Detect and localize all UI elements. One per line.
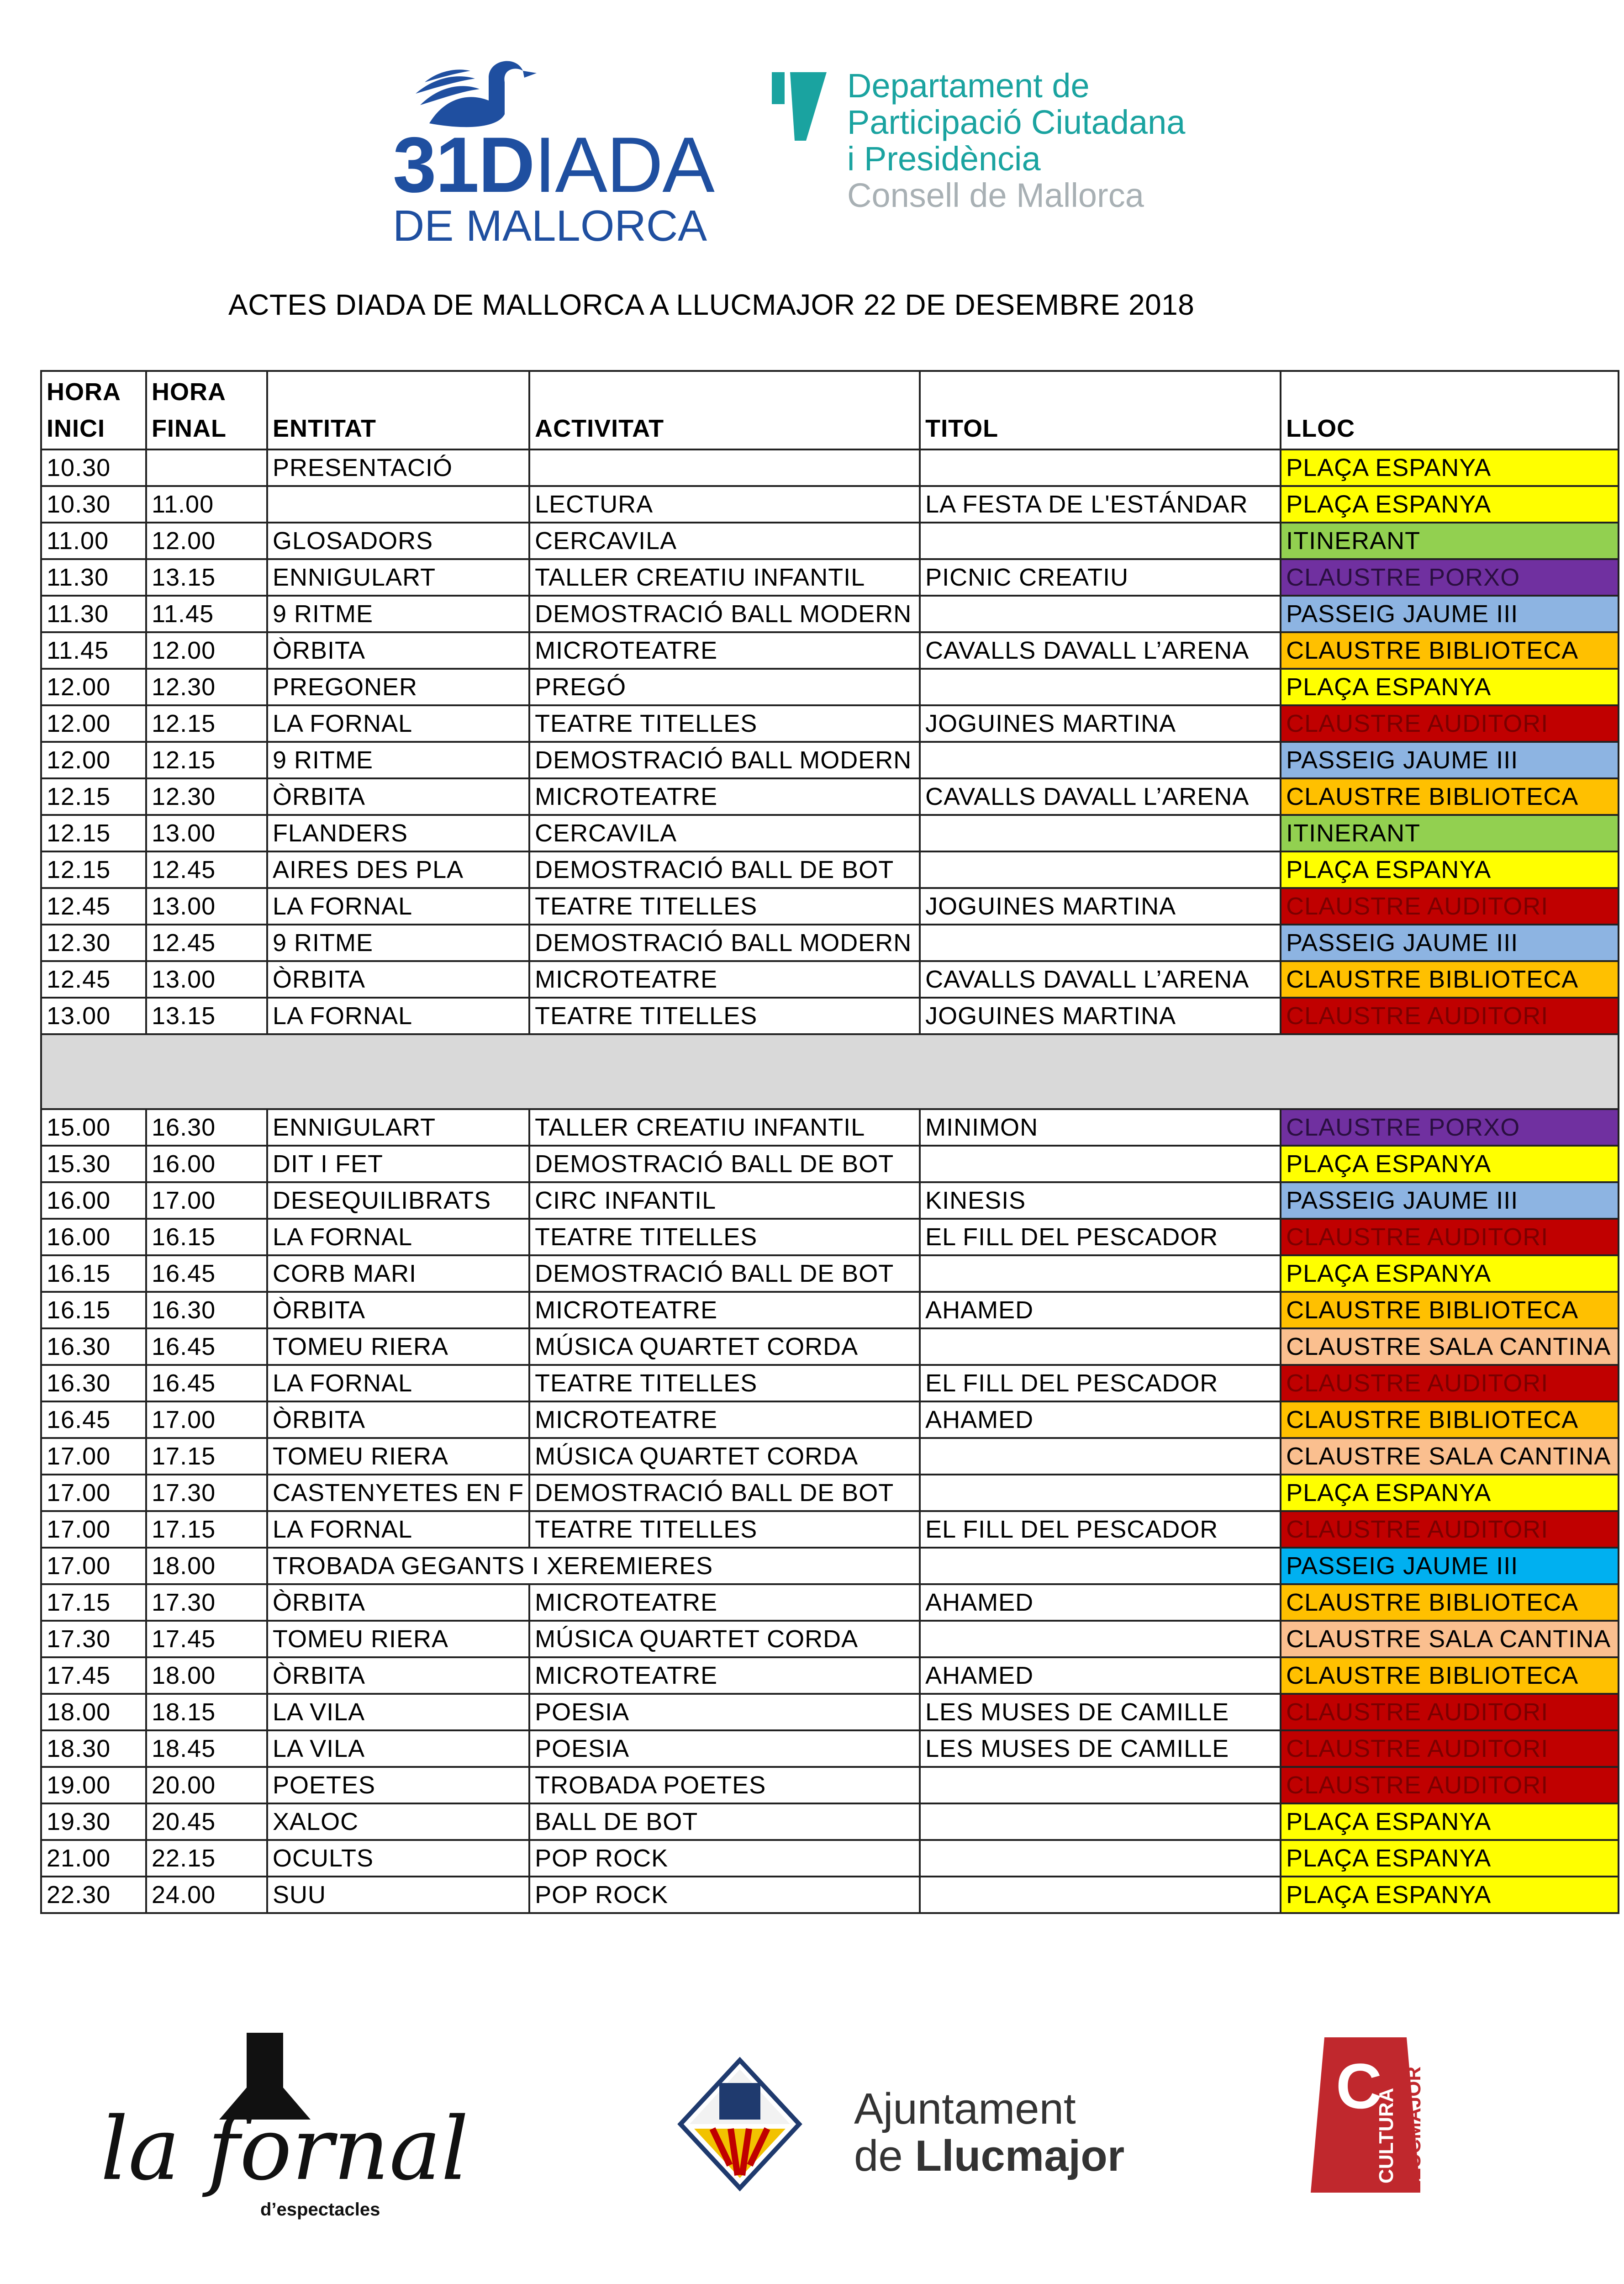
cell-hora-inici: 17.15 xyxy=(41,1584,146,1621)
cell-lloc: PLAÇA ESPANYA xyxy=(1281,449,1619,486)
cell-activitat: POESIA xyxy=(529,1694,920,1730)
cell-activitat: DEMOSTRACIÓ BALL DE BOT xyxy=(529,1255,920,1292)
cell-hora-final: 17.15 xyxy=(146,1511,267,1548)
cell-hora-inici: 12.45 xyxy=(41,888,146,925)
cell-hora-final: 13.00 xyxy=(146,815,267,851)
cultura-letter: C xyxy=(1336,2050,1382,2122)
table-row xyxy=(41,1511,1619,1548)
cell-entitat: PRESENTACIÓ xyxy=(267,449,529,486)
cell-hora-inici: 17.00 xyxy=(41,1438,146,1475)
cell-lloc: CLAUSTRE BIBLIOTECA xyxy=(1281,1657,1619,1694)
cell-titol: PICNIC CREATIU xyxy=(920,559,1281,596)
cell-entitat: DIT I FET xyxy=(267,1146,529,1182)
cell-activitat: POESIA xyxy=(529,1730,920,1767)
cell-hora-inici: 18.30 xyxy=(41,1730,146,1767)
table-row xyxy=(41,705,1619,742)
table-row xyxy=(41,486,1619,523)
table-row xyxy=(41,778,1619,815)
cell-entitat: TOMEU RIERA xyxy=(267,1621,529,1657)
cell-lloc: PLAÇA ESPANYA xyxy=(1281,1877,1619,1913)
table-row xyxy=(41,998,1619,1034)
cell-entitat: ÒRBITA xyxy=(267,1401,529,1438)
cell-hora-inici: 11.30 xyxy=(41,596,146,632)
cell-lloc: PASSEIG JAUME III xyxy=(1281,596,1619,632)
dept-line-3: i Presidència xyxy=(847,140,1041,178)
ajuntament-line-1: Ajuntament xyxy=(854,2084,1076,2133)
cell-hora-inici: 16.15 xyxy=(41,1292,146,1328)
cell-entitat: LA FORNAL xyxy=(267,1511,529,1548)
cell-lloc: PLAÇA ESPANYA xyxy=(1281,851,1619,888)
cell-hora-final: 13.00 xyxy=(146,888,267,925)
cell-titol xyxy=(920,669,1281,705)
cell-entitat: LA FORNAL xyxy=(267,1219,529,1255)
cell-entitat: ÒRBITA xyxy=(267,1292,529,1328)
cell-activitat: TALLER CREATIU INFANTIL xyxy=(529,1109,920,1146)
cell-titol: LA FESTA DE L'ESTÁNDAR xyxy=(920,486,1281,523)
cell-titol xyxy=(920,1475,1281,1511)
cell-hora-final: 12.15 xyxy=(146,705,267,742)
cell-hora-final: 12.45 xyxy=(146,851,267,888)
cell-hora-final: 17.45 xyxy=(146,1621,267,1657)
cell-activitat: DEMOSTRACIÓ BALL MODERN xyxy=(529,596,920,632)
lunch-break-cell xyxy=(41,1034,1619,1109)
cell-hora-inici: 10.30 xyxy=(41,486,146,523)
cell-activitat: TEATRE TITELLES xyxy=(529,998,920,1034)
cell-titol: CAVALLS DAVALL L’ARENA xyxy=(920,961,1281,998)
cell-hora-final: 16.00 xyxy=(146,1146,267,1182)
table-row xyxy=(41,1182,1619,1219)
cell-hora-final: 18.00 xyxy=(146,1657,267,1694)
table-row xyxy=(41,669,1619,705)
cell-titol: KINESIS xyxy=(920,1182,1281,1219)
cell-activitat: MICROTEATRE xyxy=(529,778,920,815)
cell-hora-final: 17.30 xyxy=(146,1475,267,1511)
cell-entitat: TROBADA GEGANTS I XEREMIERES xyxy=(267,1548,920,1584)
cell-hora-final: 16.30 xyxy=(146,1109,267,1146)
table-row xyxy=(41,1840,1619,1877)
cell-hora-final: 20.00 xyxy=(146,1767,267,1803)
table-row xyxy=(41,1584,1619,1621)
cell-entitat: LA FORNAL xyxy=(267,888,529,925)
col-header-hora-final: HORA FINAL xyxy=(146,371,267,449)
document-title: ACTES DIADA DE MALLORCA A LLUCMAJOR 22 DE DESEMBRE 2018 xyxy=(228,288,1195,321)
cell-hora-inici: 16.00 xyxy=(41,1219,146,1255)
cell-activitat: MÚSICA QUARTET CORDA xyxy=(529,1438,920,1475)
cell-hora-inici: 15.30 xyxy=(41,1146,146,1182)
cell-hora-inici: 19.30 xyxy=(41,1803,146,1840)
cell-lloc: CLAUSTRE SALA CANTINA xyxy=(1281,1328,1619,1365)
cell-lloc: CLAUSTRE BIBLIOTECA xyxy=(1281,961,1619,998)
cell-hora-inici: 21.00 xyxy=(41,1840,146,1877)
cell-hora-inici: 17.00 xyxy=(41,1548,146,1584)
cell-titol: LES MUSES DE CAMILLE xyxy=(920,1694,1281,1730)
cell-hora-final: 24.00 xyxy=(146,1877,267,1913)
cell-entitat: LA FORNAL xyxy=(267,998,529,1034)
cell-activitat: DEMOSTRACIÓ BALL MODERN xyxy=(529,925,920,961)
cell-hora-final: 16.15 xyxy=(146,1219,267,1255)
cell-activitat: MICROTEATRE xyxy=(529,1584,920,1621)
table-row xyxy=(41,815,1619,851)
cell-hora-inici: 16.00 xyxy=(41,1182,146,1219)
cell-activitat: POP ROCK xyxy=(529,1840,920,1877)
cell-lloc: CLAUSTRE AUDITORI xyxy=(1281,1365,1619,1401)
cell-hora-inici: 12.45 xyxy=(41,961,146,998)
table-row xyxy=(41,1877,1619,1913)
table-row xyxy=(41,1109,1619,1146)
cell-hora-final: 20.45 xyxy=(146,1803,267,1840)
cell-lloc: CLAUSTRE BIBLIOTECA xyxy=(1281,1292,1619,1328)
table-row xyxy=(41,632,1619,669)
table-row xyxy=(41,1475,1619,1511)
cell-activitat: PREGÓ xyxy=(529,669,920,705)
cell-entitat: ÒRBITA xyxy=(267,961,529,998)
cell-lloc: PLAÇA ESPANYA xyxy=(1281,1840,1619,1877)
cell-titol: AHAMED xyxy=(920,1292,1281,1328)
cell-entitat: ENNIGULART xyxy=(267,559,529,596)
cell-activitat: MÚSICA QUARTET CORDA xyxy=(529,1621,920,1657)
cell-titol xyxy=(920,1548,1281,1584)
cell-hora-final: 16.45 xyxy=(146,1255,267,1292)
col-header-entitat: ENTITAT xyxy=(267,371,529,449)
cell-entitat: AIRES DES PLA xyxy=(267,851,529,888)
cell-titol: CAVALLS DAVALL L’ARENA xyxy=(920,778,1281,815)
cell-hora-final: 12.00 xyxy=(146,632,267,669)
cell-hora-final: 22.15 xyxy=(146,1840,267,1877)
llucmajor-crest-icon xyxy=(676,2056,804,2193)
cell-hora-inici: 17.00 xyxy=(41,1475,146,1511)
cell-activitat: MICROTEATRE xyxy=(529,1401,920,1438)
table-row xyxy=(41,449,1619,486)
cell-entitat xyxy=(267,486,529,523)
table-row xyxy=(41,1438,1619,1475)
cell-activitat: LECTURA xyxy=(529,486,920,523)
cell-hora-final: 12.30 xyxy=(146,669,267,705)
cell-lloc: CLAUSTRE PORXO xyxy=(1281,1109,1619,1146)
col-header-hora-inici: HORA INICI xyxy=(41,371,146,449)
cell-hora-inici: 22.30 xyxy=(41,1877,146,1913)
department-logo xyxy=(772,64,1320,219)
diada-logo xyxy=(393,46,714,250)
table-row xyxy=(41,925,1619,961)
cultura-line-2: LLUCMAJOR xyxy=(1403,2066,1425,2193)
cell-titol: EL FILL DEL PESCADOR xyxy=(920,1219,1281,1255)
cell-hora-inici: 12.15 xyxy=(41,815,146,851)
cell-titol: LES MUSES DE CAMILLE xyxy=(920,1730,1281,1767)
table-row xyxy=(41,888,1619,925)
cell-activitat: CIRC INFANTIL xyxy=(529,1182,920,1219)
cell-lloc: CLAUSTRE AUDITORI xyxy=(1281,998,1619,1034)
lafornal-wordmark: la fornal xyxy=(100,2099,469,2199)
cell-entitat: LA FORNAL xyxy=(267,705,529,742)
cell-activitat: DEMOSTRACIÓ BALL DE BOT xyxy=(529,1146,920,1182)
cell-titol: JOGUINES MARTINA xyxy=(920,888,1281,925)
cell-activitat xyxy=(529,449,920,486)
cell-lloc: CLAUSTRE AUDITORI xyxy=(1281,1694,1619,1730)
cell-entitat: TOMEU RIERA xyxy=(267,1328,529,1365)
cell-entitat: 9 RITME xyxy=(267,742,529,778)
cell-entitat: 9 RITME xyxy=(267,925,529,961)
cell-activitat: DEMOSTRACIÓ BALL DE BOT xyxy=(529,1475,920,1511)
cell-activitat: TEATRE TITELLES xyxy=(529,1511,920,1548)
cell-lloc: CLAUSTRE BIBLIOTECA xyxy=(1281,1401,1619,1438)
cell-entitat: OCULTS xyxy=(267,1840,529,1877)
cell-hora-inici: 18.00 xyxy=(41,1694,146,1730)
cell-lloc: PLAÇA ESPANYA xyxy=(1281,669,1619,705)
cultura-llucmajor-logo xyxy=(1297,2028,1448,2211)
cell-lloc: PLAÇA ESPANYA xyxy=(1281,1255,1619,1292)
cell-hora-inici: 12.00 xyxy=(41,669,146,705)
dept-line-2: Participació Ciutadana xyxy=(847,103,1186,141)
cell-titol xyxy=(920,1146,1281,1182)
table-row xyxy=(41,1255,1619,1292)
cell-titol xyxy=(920,1803,1281,1840)
cell-hora-inici: 12.15 xyxy=(41,851,146,888)
ajuntament-logo xyxy=(676,2056,1133,2193)
cell-activitat: DEMOSTRACIÓ BALL MODERN xyxy=(529,742,920,778)
col-header-activitat: ACTIVITAT xyxy=(529,371,920,449)
cell-hora-inici: 11.30 xyxy=(41,559,146,596)
cell-lloc: PASSEIG JAUME III xyxy=(1281,742,1619,778)
diada-subtitle: DE MALLORCA xyxy=(393,201,707,250)
table-row xyxy=(41,523,1619,559)
cell-hora-final: 16.45 xyxy=(146,1328,267,1365)
lunch-break-row xyxy=(41,1034,1619,1109)
diada-wordmark: 31DIADA xyxy=(393,121,714,209)
cell-lloc: CLAUSTRE SALA CANTINA xyxy=(1281,1438,1619,1475)
table-row xyxy=(41,1365,1619,1401)
cell-lloc: CLAUSTRE AUDITORI xyxy=(1281,1219,1619,1255)
cell-lloc: PLAÇA ESPANYA xyxy=(1281,486,1619,523)
cell-activitat: CERCAVILA xyxy=(529,523,920,559)
cell-lloc: PASSEIG JAUME III xyxy=(1281,1548,1619,1584)
table-row xyxy=(41,1767,1619,1803)
cell-hora-inici: 12.30 xyxy=(41,925,146,961)
cell-lloc: ITINERANT xyxy=(1281,815,1619,851)
cell-hora-final: 18.45 xyxy=(146,1730,267,1767)
cell-lloc: PASSEIG JAUME III xyxy=(1281,925,1619,961)
cell-titol xyxy=(920,851,1281,888)
cell-hora-inici: 10.30 xyxy=(41,449,146,486)
cell-hora-inici: 16.30 xyxy=(41,1328,146,1365)
cell-hora-final: 16.30 xyxy=(146,1292,267,1328)
ajuntament-line-2: de Llucmajor xyxy=(854,2131,1125,2180)
cell-hora-final: 11.00 xyxy=(146,486,267,523)
cell-hora-inici: 15.00 xyxy=(41,1109,146,1146)
cell-hora-final: 13.15 xyxy=(146,998,267,1034)
cell-hora-inici: 17.00 xyxy=(41,1511,146,1548)
table-row xyxy=(41,1146,1619,1182)
cell-hora-final: 12.45 xyxy=(146,925,267,961)
cell-activitat: TEATRE TITELLES xyxy=(529,1219,920,1255)
table-row xyxy=(41,1292,1619,1328)
cell-lloc: ITINERANT xyxy=(1281,523,1619,559)
col-header-lloc: LLOC xyxy=(1281,371,1619,449)
table-header-row xyxy=(41,371,1619,449)
table-row xyxy=(41,596,1619,632)
cell-lloc: PLAÇA ESPANYA xyxy=(1281,1803,1619,1840)
cell-activitat: MICROTEATRE xyxy=(529,1292,920,1328)
cell-entitat: POETES xyxy=(267,1767,529,1803)
cell-lloc: CLAUSTRE BIBLIOTECA xyxy=(1281,632,1619,669)
cell-activitat: TEATRE TITELLES xyxy=(529,888,920,925)
cell-lloc: PLAÇA ESPANYA xyxy=(1281,1475,1619,1511)
cell-hora-inici: 11.00 xyxy=(41,523,146,559)
cell-hora-inici: 12.00 xyxy=(41,742,146,778)
cell-hora-inici: 17.30 xyxy=(41,1621,146,1657)
table-row xyxy=(41,1694,1619,1730)
cell-entitat: ENNIGULART xyxy=(267,1109,529,1146)
cell-hora-inici: 12.00 xyxy=(41,705,146,742)
cell-entitat: CORB MARI xyxy=(267,1255,529,1292)
table-row xyxy=(41,1803,1619,1840)
lafornal-logo xyxy=(91,2028,502,2225)
cell-titol: AHAMED xyxy=(920,1657,1281,1694)
cell-entitat: CASTENYETES EN F xyxy=(267,1475,529,1511)
cell-titol xyxy=(920,596,1281,632)
cell-hora-final: 12.00 xyxy=(146,523,267,559)
cell-entitat: LA VILA xyxy=(267,1694,529,1730)
cell-titol: AHAMED xyxy=(920,1584,1281,1621)
cell-hora-final: 18.15 xyxy=(146,1694,267,1730)
cell-hora-final: 13.00 xyxy=(146,961,267,998)
cell-titol xyxy=(920,449,1281,486)
cell-titol xyxy=(920,742,1281,778)
cell-activitat: CERCAVILA xyxy=(529,815,920,851)
cell-titol xyxy=(920,1438,1281,1475)
cell-titol: JOGUINES MARTINA xyxy=(920,705,1281,742)
schedule-table xyxy=(40,370,1619,1914)
table-row xyxy=(41,742,1619,778)
cell-activitat: TALLER CREATIU INFANTIL xyxy=(529,559,920,596)
cell-titol xyxy=(920,1877,1281,1913)
table-row xyxy=(41,1548,1619,1584)
cell-entitat: ÒRBITA xyxy=(267,1584,529,1621)
cell-entitat: ÒRBITA xyxy=(267,1657,529,1694)
cell-lloc: PLAÇA ESPANYA xyxy=(1281,1146,1619,1182)
cell-hora-inici: 12.15 xyxy=(41,778,146,815)
table-row xyxy=(41,559,1619,596)
cell-hora-final: 12.30 xyxy=(146,778,267,815)
cell-hora-final xyxy=(146,449,267,486)
cell-entitat: PREGONER xyxy=(267,669,529,705)
table-row xyxy=(41,1219,1619,1255)
cell-lloc: CLAUSTRE BIBLIOTECA xyxy=(1281,778,1619,815)
cell-entitat: XALOC xyxy=(267,1803,529,1840)
lafornal-tagline: d’espectacles xyxy=(260,2199,380,2220)
cell-entitat: DESEQUILIBRATS xyxy=(267,1182,529,1219)
cell-activitat: TEATRE TITELLES xyxy=(529,1365,920,1401)
cell-hora-inici: 17.45 xyxy=(41,1657,146,1694)
cell-hora-final: 17.00 xyxy=(146,1401,267,1438)
cell-lloc: CLAUSTRE AUDITORI xyxy=(1281,1767,1619,1803)
cell-lloc: CLAUSTRE SALA CANTINA xyxy=(1281,1621,1619,1657)
table-row xyxy=(41,1621,1619,1657)
cell-entitat: TOMEU RIERA xyxy=(267,1438,529,1475)
consell-mark-icon xyxy=(772,72,827,141)
cell-titol xyxy=(920,1840,1281,1877)
cell-lloc: CLAUSTRE AUDITORI xyxy=(1281,1511,1619,1548)
cell-activitat: MICROTEATRE xyxy=(529,632,920,669)
cell-hora-final: 17.15 xyxy=(146,1438,267,1475)
cell-lloc: CLAUSTRE PORXO xyxy=(1281,559,1619,596)
cell-hora-final: 18.00 xyxy=(146,1548,267,1584)
cell-titol xyxy=(920,1255,1281,1292)
cell-entitat: ÒRBITA xyxy=(267,778,529,815)
cell-hora-final: 11.45 xyxy=(146,596,267,632)
cell-hora-inici: 19.00 xyxy=(41,1767,146,1803)
cell-entitat: LA VILA xyxy=(267,1730,529,1767)
cell-titol: MINIMON xyxy=(920,1109,1281,1146)
cell-entitat: LA FORNAL xyxy=(267,1365,529,1401)
table-row xyxy=(41,1401,1619,1438)
cell-lloc: CLAUSTRE AUDITORI xyxy=(1281,705,1619,742)
cell-hora-final: 12.15 xyxy=(146,742,267,778)
cell-entitat: GLOSADORS xyxy=(267,523,529,559)
cell-activitat: TROBADA POETES xyxy=(529,1767,920,1803)
cell-hora-inici: 13.00 xyxy=(41,998,146,1034)
cell-activitat: DEMOSTRACIÓ BALL DE BOT xyxy=(529,851,920,888)
cell-hora-final: 17.00 xyxy=(146,1182,267,1219)
cell-activitat: MÚSICA QUARTET CORDA xyxy=(529,1328,920,1365)
cell-lloc: PASSEIG JAUME III xyxy=(1281,1182,1619,1219)
dept-line-4: Consell de Mallorca xyxy=(847,176,1144,214)
cell-activitat: MICROTEATRE xyxy=(529,961,920,998)
cell-entitat: SUU xyxy=(267,1877,529,1913)
cell-titol xyxy=(920,523,1281,559)
cell-titol: CAVALLS DAVALL L’ARENA xyxy=(920,632,1281,669)
cell-entitat: ÒRBITA xyxy=(267,632,529,669)
cell-hora-inici: 16.30 xyxy=(41,1365,146,1401)
table-row xyxy=(41,1328,1619,1365)
cell-entitat: FLANDERS xyxy=(267,815,529,851)
cell-lloc: CLAUSTRE AUDITORI xyxy=(1281,888,1619,925)
cell-titol: AHAMED xyxy=(920,1401,1281,1438)
cell-titol xyxy=(920,815,1281,851)
cell-hora-inici: 16.15 xyxy=(41,1255,146,1292)
col-header-titol: TITOL xyxy=(920,371,1281,449)
table-row xyxy=(41,1730,1619,1767)
cell-titol: EL FILL DEL PESCADOR xyxy=(920,1511,1281,1548)
cell-activitat: MICROTEATRE xyxy=(529,1657,920,1694)
cell-hora-final: 17.30 xyxy=(146,1584,267,1621)
cell-titol xyxy=(920,1328,1281,1365)
cell-titol xyxy=(920,1621,1281,1657)
cell-activitat: BALL DE BOT xyxy=(529,1803,920,1840)
cell-titol: JOGUINES MARTINA xyxy=(920,998,1281,1034)
cell-titol xyxy=(920,925,1281,961)
cell-activitat: POP ROCK xyxy=(529,1877,920,1913)
cell-activitat: TEATRE TITELLES xyxy=(529,705,920,742)
dept-line-1: Departament de xyxy=(847,67,1090,105)
cell-hora-final: 13.15 xyxy=(146,559,267,596)
cell-hora-final: 16.45 xyxy=(146,1365,267,1401)
cultura-line-1: CULTURA xyxy=(1375,2088,1397,2184)
cell-titol: EL FILL DEL PESCADOR xyxy=(920,1365,1281,1401)
table-row xyxy=(41,851,1619,888)
table-row xyxy=(41,1657,1619,1694)
cell-hora-inici: 16.45 xyxy=(41,1401,146,1438)
cell-entitat: 9 RITME xyxy=(267,596,529,632)
cell-titol xyxy=(920,1767,1281,1803)
cell-lloc: CLAUSTRE BIBLIOTECA xyxy=(1281,1584,1619,1621)
table-row xyxy=(41,961,1619,998)
cell-hora-inici: 11.45 xyxy=(41,632,146,669)
cell-lloc: CLAUSTRE AUDITORI xyxy=(1281,1730,1619,1767)
